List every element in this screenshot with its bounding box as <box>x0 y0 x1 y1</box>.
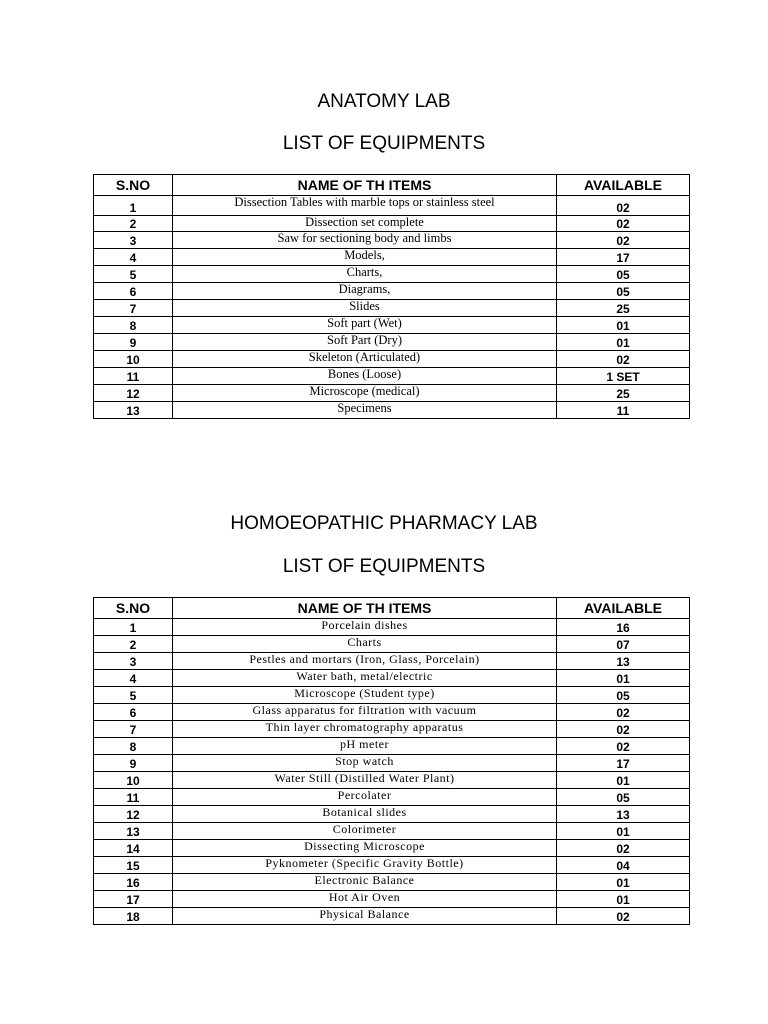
table-row <box>94 823 690 840</box>
row-sno: 15 <box>94 857 173 874</box>
col-header-sno: S.NO <box>94 175 173 196</box>
row-available: 1 SET <box>557 368 690 385</box>
row-sno: 4 <box>94 670 173 687</box>
row-sno: 10 <box>94 351 173 368</box>
table-row <box>94 317 690 334</box>
table-row <box>94 670 690 687</box>
pharmacy-equipment-table <box>93 597 690 925</box>
row-item-name: Charts, <box>173 266 557 283</box>
row-available: 02 <box>557 738 690 755</box>
row-available: 01 <box>557 772 690 789</box>
row-available: 05 <box>557 687 690 704</box>
row-sno: 12 <box>94 806 173 823</box>
row-available: 01 <box>557 317 690 334</box>
row-sno: 4 <box>94 249 173 266</box>
col-header-item-name: NAME OF TH ITEMS <box>173 175 557 196</box>
row-item-name: Pestles and mortars (Iron, Glass, Porcelain) <box>173 653 557 670</box>
row-available: 13 <box>557 806 690 823</box>
row-sno: 6 <box>94 283 173 300</box>
row-available: 11 <box>557 402 690 419</box>
row-item-name: Water Still (Distilled Water Plant) <box>173 772 557 789</box>
row-available: 05 <box>557 266 690 283</box>
section2-heading: HOMOEOPATHIC PHARMACY LAB <box>230 513 538 534</box>
table-row <box>94 857 690 874</box>
row-available: 01 <box>557 670 690 687</box>
row-sno: 18 <box>94 908 173 925</box>
row-item-name: Colorimeter <box>173 823 557 840</box>
table-row <box>94 891 690 908</box>
row-item-name: Models, <box>173 249 557 266</box>
row-available: 01 <box>557 891 690 908</box>
table-header-row <box>94 175 690 196</box>
table-row <box>94 368 690 385</box>
row-sno: 2 <box>94 216 173 232</box>
table-row <box>94 636 690 653</box>
row-item-name: Dissection set complete <box>173 216 557 232</box>
row-sno: 8 <box>94 738 173 755</box>
row-available: 17 <box>557 249 690 266</box>
anatomy-table-body <box>94 196 690 419</box>
row-sno: 13 <box>94 402 173 419</box>
table-row <box>94 653 690 670</box>
row-sno: 2 <box>94 636 173 653</box>
row-item-name: Hot Air Oven <box>173 891 557 908</box>
row-available: 01 <box>557 874 690 891</box>
row-available: 01 <box>557 823 690 840</box>
row-available: 02 <box>557 351 690 368</box>
row-item-name: Bones (Loose) <box>173 368 557 385</box>
row-sno: 11 <box>94 789 173 806</box>
row-item-name: Soft part (Wet) <box>173 317 557 334</box>
row-item-name: Water bath, metal/electric <box>173 670 557 687</box>
row-available: 02 <box>557 216 690 232</box>
table-row <box>94 738 690 755</box>
table-row <box>94 789 690 806</box>
row-available: 04 <box>557 857 690 874</box>
row-available: 02 <box>557 721 690 738</box>
row-sno: 5 <box>94 687 173 704</box>
table-row <box>94 687 690 704</box>
row-available: 02 <box>557 908 690 925</box>
table-row <box>94 755 690 772</box>
row-sno: 11 <box>94 368 173 385</box>
row-sno: 1 <box>94 196 173 216</box>
row-sno: 14 <box>94 840 173 857</box>
table-row <box>94 283 690 300</box>
row-sno: 6 <box>94 704 173 721</box>
row-sno: 8 <box>94 317 173 334</box>
col-header-sno: S.NO <box>94 598 173 619</box>
row-available: 16 <box>557 619 690 636</box>
row-sno: 5 <box>94 266 173 283</box>
row-item-name: Glass apparatus for filtration with vacuum <box>173 704 557 721</box>
row-sno: 7 <box>94 300 173 317</box>
row-sno: 16 <box>94 874 173 891</box>
section1-heading: ANATOMY LAB <box>317 91 451 112</box>
col-header-available: AVAILABLE <box>557 598 690 619</box>
row-sno: 12 <box>94 385 173 402</box>
row-item-name: Soft Part (Dry) <box>173 334 557 351</box>
table-row <box>94 704 690 721</box>
table-row <box>94 772 690 789</box>
table-row <box>94 402 690 419</box>
table-row <box>94 300 690 317</box>
table-row <box>94 249 690 266</box>
table-row <box>94 806 690 823</box>
table-row <box>94 908 690 925</box>
row-sno: 7 <box>94 721 173 738</box>
row-available: 02 <box>557 196 690 216</box>
table-row <box>94 619 690 636</box>
section1-subheading: LIST OF EQUIPMENTS <box>282 133 486 154</box>
row-available: 02 <box>557 704 690 721</box>
row-item-name: Porcelain dishes <box>173 619 557 636</box>
row-sno: 9 <box>94 755 173 772</box>
row-sno: 17 <box>94 891 173 908</box>
col-header-available: AVAILABLE <box>557 175 690 196</box>
row-item-name: Diagrams, <box>173 283 557 300</box>
row-sno: 13 <box>94 823 173 840</box>
table-row <box>94 334 690 351</box>
table-row <box>94 840 690 857</box>
table-row <box>94 874 690 891</box>
row-item-name: Slides <box>173 300 557 317</box>
row-item-name: Physical Balance <box>173 908 557 925</box>
row-item-name: Pyknometer (Specific Gravity Bottle) <box>173 857 557 874</box>
table-row <box>94 721 690 738</box>
table-row <box>94 266 690 283</box>
row-available: 02 <box>557 840 690 857</box>
table-row <box>94 351 690 368</box>
row-sno: 3 <box>94 653 173 670</box>
section2-subheading: LIST OF EQUIPMENTS <box>282 556 486 577</box>
row-available: 13 <box>557 653 690 670</box>
table-row <box>94 196 690 216</box>
row-available: 25 <box>557 385 690 402</box>
row-available: 25 <box>557 300 690 317</box>
pharmacy-table-body <box>94 619 690 925</box>
row-item-name: pH meter <box>173 738 557 755</box>
row-sno: 3 <box>94 232 173 249</box>
row-item-name: Dissection Tables with marble tops or stainless steel <box>173 196 557 216</box>
row-available: 07 <box>557 636 690 653</box>
row-item-name: Saw for sectioning body and limbs <box>173 232 557 249</box>
table-row <box>94 232 690 249</box>
table-header-row <box>94 598 690 619</box>
row-item-name: Skeleton (Articulated) <box>173 351 557 368</box>
col-header-item-name: NAME OF TH ITEMS <box>173 598 557 619</box>
table-row <box>94 216 690 232</box>
row-item-name: Stop watch <box>173 755 557 772</box>
row-item-name: Microscope (medical) <box>173 385 557 402</box>
row-available: 01 <box>557 334 690 351</box>
row-item-name: Charts <box>173 636 557 653</box>
table-row <box>94 385 690 402</box>
row-available: 05 <box>557 283 690 300</box>
row-item-name: Electronic Balance <box>173 874 557 891</box>
row-item-name: Botanical slides <box>173 806 557 823</box>
anatomy-equipment-table <box>93 174 690 419</box>
row-available: 05 <box>557 789 690 806</box>
row-available: 02 <box>557 232 690 249</box>
row-item-name: Dissecting Microscope <box>173 840 557 857</box>
row-item-name: Percolater <box>173 789 557 806</box>
row-sno: 1 <box>94 619 173 636</box>
row-sno: 9 <box>94 334 173 351</box>
row-item-name: Microscope (Student type) <box>173 687 557 704</box>
row-item-name: Thin layer chromatography apparatus <box>173 721 557 738</box>
row-item-name: Specimens <box>173 402 557 419</box>
row-available: 17 <box>557 755 690 772</box>
row-sno: 10 <box>94 772 173 789</box>
